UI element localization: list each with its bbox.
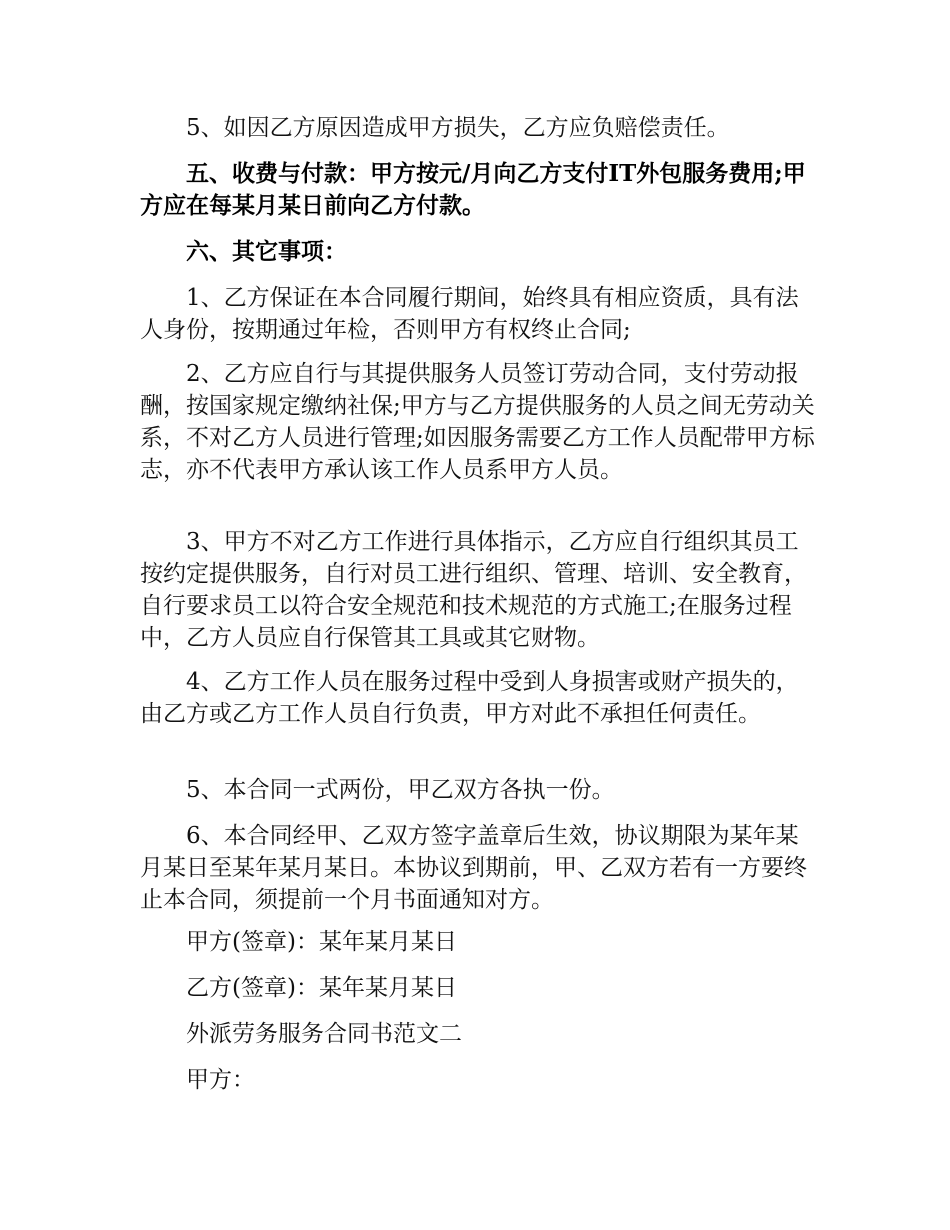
section-6-heading-other: 六、其它事项： — [186, 238, 347, 265]
clause-6-2: 2、乙方应自行与其提供服务人员签订劳动合同，支付劳动报酬，按国家规定缴纳社保;甲方与乙方提供服务的人员之间无劳动关系，不对乙方人员进行管理;如因服务需要乙方工作人员配带甲方标志，亦不代表甲方承认该工作人员系甲方人员。 — [140, 361, 815, 483]
clause-6-1: 1、乙方保证在本合同履行期间，始终具有相应资质，具有法人身份，按期通过年检，否则甲方有权终止合同; — [140, 285, 799, 343]
party-b-signature: 乙方(签章)：某年某月某日 — [186, 975, 457, 1001]
section-5-heading-payment: 五、收费与付款：甲方按元/月向乙方支付IT外包服务费用;甲方应在每某月某日前向乙方付款。 — [140, 160, 806, 219]
clause-6-3: 3、甲方不对乙方工作进行具体指示，乙方应自行组织其员工按约定提供服务，自行对员工进行组织、管理、培训、安全教育，自行要求员工以符合安全规范和技术规范的方式施工;在服务过程中，乙方人员应自行保管其工具或其它财物。 — [140, 529, 807, 651]
party-a-label: 甲方： — [186, 1067, 255, 1093]
clause-6-6: 6、本合同经甲、乙双方签字盖章后生效，协议期限为某年某月某日至某年某月某日。本协议到期前，甲、乙双方若有一方要终止本合同，须提前一个月书面通知对方。 — [140, 823, 807, 913]
sample-two-title: 外派劳务服务合同书范文二 — [186, 1021, 462, 1047]
party-a-signature: 甲方(签章)：某年某月某日 — [186, 929, 457, 955]
clause-4-5: 5、如因乙方原因造成甲方损失，乙方应负赔偿责任。 — [186, 115, 730, 141]
clause-6-4: 4、乙方工作人员在服务过程中受到人身损害或财产损失的，由乙方或乙方工作人员自行负责，甲方对此不承担任何责任。 — [140, 669, 799, 727]
clause-6-5: 5、本合同一式两份，甲乙双方各执一份。 — [186, 777, 615, 803]
